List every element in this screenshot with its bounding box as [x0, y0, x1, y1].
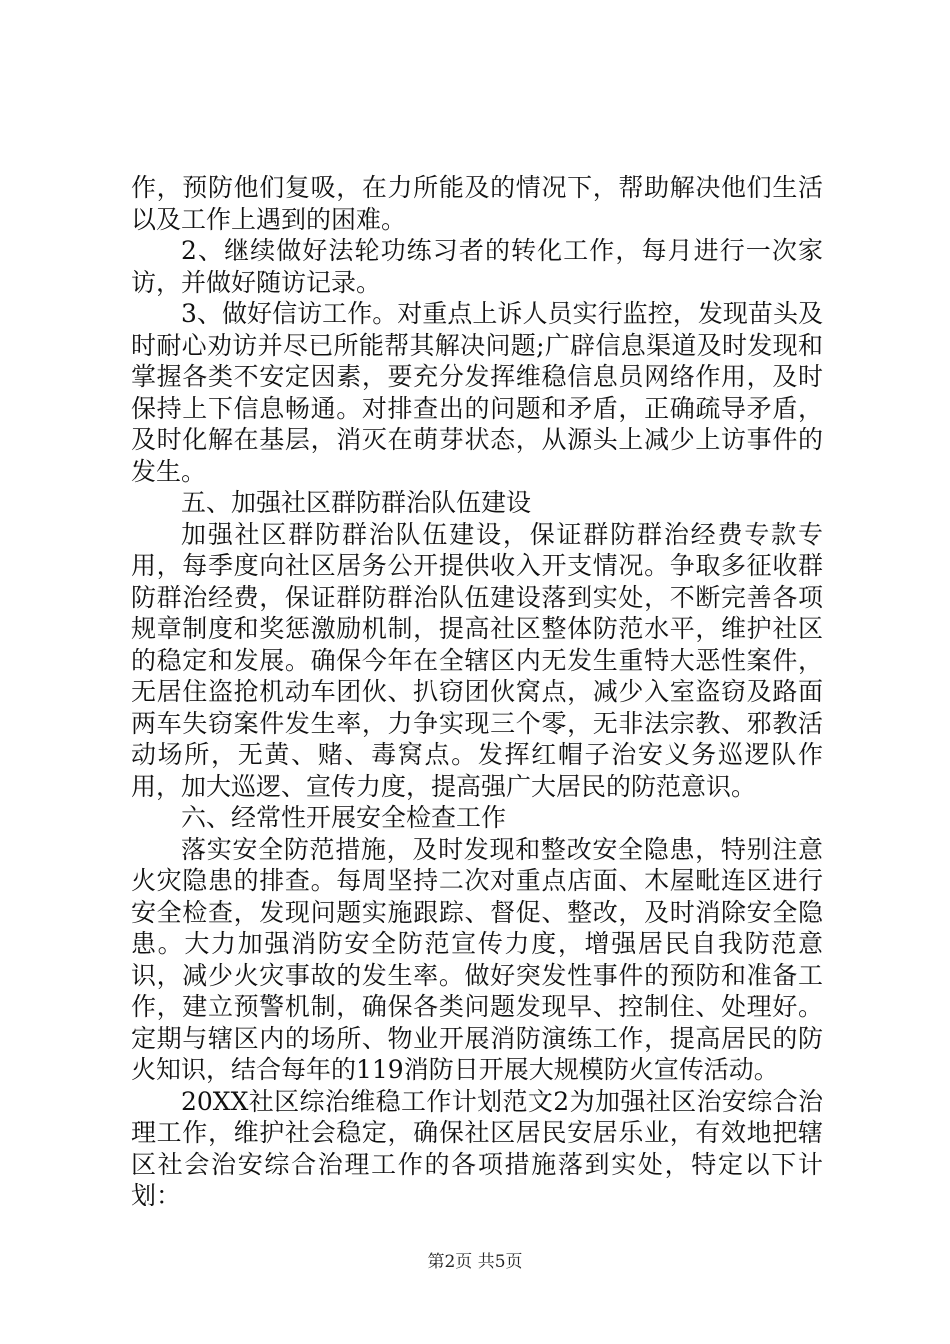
- page-number-footer: 第2页 共5页: [427, 1252, 523, 1272]
- section-heading-6: 六、经常性开展安全检查工作: [181, 803, 507, 832]
- paragraph-item-3: 3、做好信访工作。对重点上诉人员实行监控，发现苗头及时耐心劝访并尽已所能帮其解决问题;广辟信息渠道及时发现和掌握各类不安定因素，要充分发挥维稳信息员网络作用，及时保持上下信息畅通。对排查出的问题和矛盾，正确疏导矛盾，及时化解在基层，消灭在萌芽状态，从源头上减少上访事件的发生。: [131, 299, 823, 486]
- paragraph-item-2: 2、继续做好法轮功练习者的转化工作，每月进行一次家访，并做好随访记录。: [131, 236, 823, 297]
- paragraph-section-5: 加强社区群防群治队伍建设，保证群防群治经费专款专用，每季度向社区居务公开提供收入开支情况。争取多征收群防群治经费，保证群防群治队伍建设落到实处，不断完善各项规章制度和奖惩激励机制，提高社区整体防范水平，维护社区的稳定和发展。确保今年在全辖区内无发生重特大恶性案件，无居住盗抢机动车团伙、扒窃团伙窝点，减少入室盗窃及路面两车失窃案件发生率，力争实现三个零，无非法宗教、邪教活动场所，无黄、赌、毒窝点。发挥红帽子治安义务巡逻队作用，加大巡逻、宣传力度，提高强广大居民的防范意识。: [131, 519, 823, 801]
- paragraph-section-6: 落实安全防范措施，及时发现和整改安全隐患，特别注意火灾隐患的排查。每周坚持二次对重点店面、木屋毗连区进行安全检查，发现问题实施跟踪、督促、整改，及时消除安全隐患。大力加强消防安全防范宣传力度，增强居民自我防范意识，减少火灾事故的发生率。做好突发性事件的预防和准备工作，建立预警机制，确保各类问题发现早、控制住、处理好。定期与辖区内的场所、物业开展消防演练工作，提高居民的防火知识，结合每年的119消防日开展大规模防火宣传活动。: [131, 834, 823, 1084]
- paragraph-sample-2-intro: 20XX社区综治维稳工作计划范文2为加强社区治安综合治理工作，维护社会稳定，确保社区居民安居乐业，有效地把辖区社会治安综合治理工作的各项措施落到实处，特定以下计划：: [131, 1086, 823, 1210]
- paragraph-continuation: 作，预防他们复吸，在力所能及的情况下，帮助解决他们生活以及工作上遇到的困难。: [131, 173, 823, 234]
- document-body: [131, 172, 823, 1212]
- section-heading-5: 五、加强社区群防群治队伍建设: [181, 488, 532, 517]
